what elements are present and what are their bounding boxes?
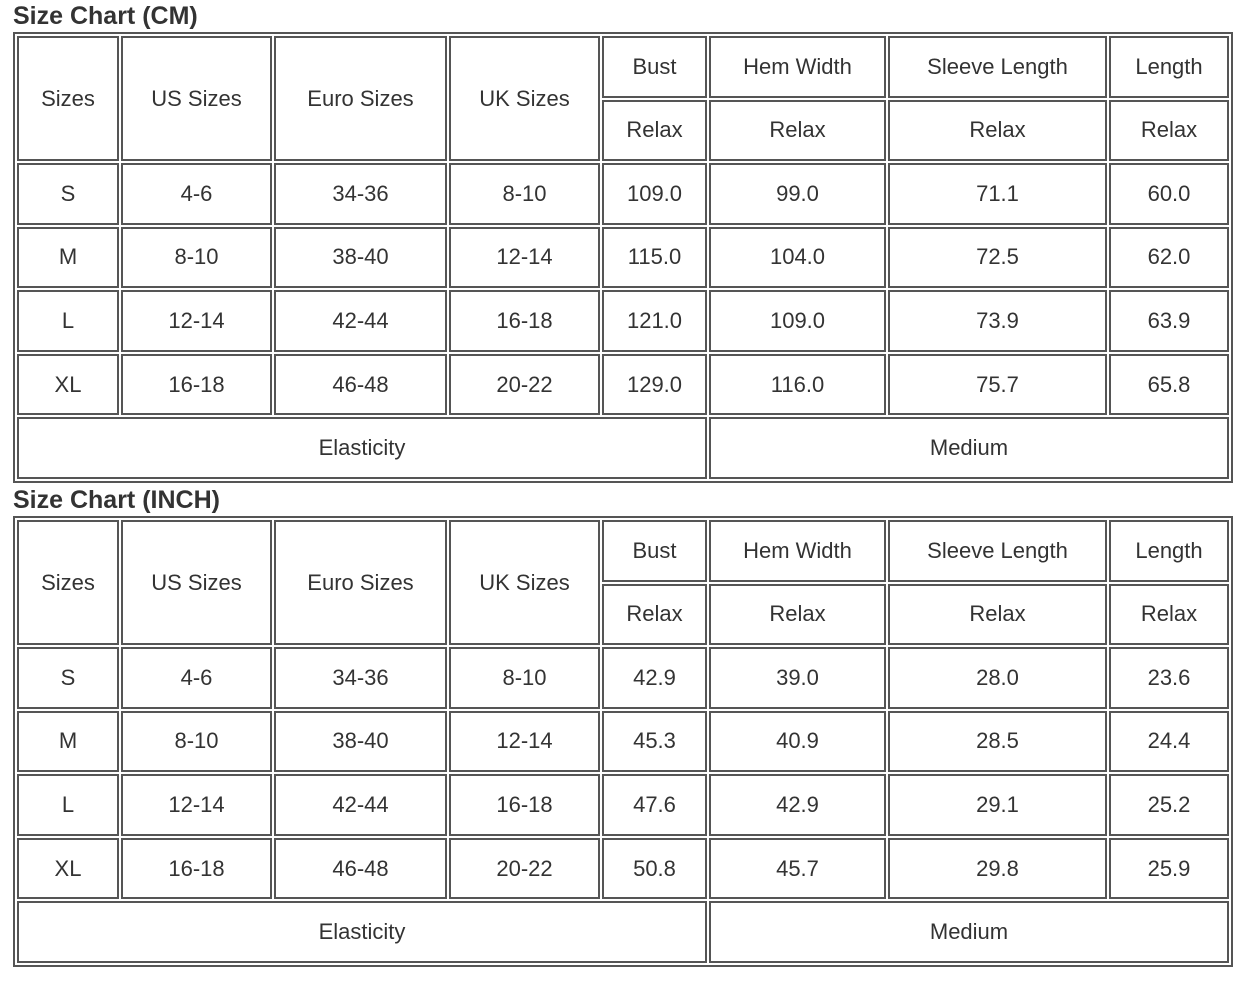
header-us-sizes: US Sizes — [121, 520, 272, 645]
cell-size: L — [17, 290, 119, 352]
cell-euro-size: 34-36 — [274, 647, 447, 709]
elasticity-value: Medium — [709, 417, 1229, 479]
table-row — [17, 227, 1229, 289]
cell-hem-width: 109.0 — [709, 290, 886, 352]
cell-size: XL — [17, 838, 119, 900]
cell-sleeve-length: 73.9 — [888, 290, 1107, 352]
elasticity-value: Medium — [709, 901, 1229, 963]
cell-euro-size: 46-48 — [274, 354, 447, 416]
cell-length: 60.0 — [1109, 163, 1229, 225]
table-row — [17, 838, 1229, 900]
table-row — [17, 647, 1229, 709]
elasticity-label: Elasticity — [17, 901, 707, 963]
cell-bust: 47.6 — [602, 774, 707, 836]
cell-size: S — [17, 647, 119, 709]
header-bust: Bust — [602, 36, 707, 98]
cell-length: 62.0 — [1109, 227, 1229, 289]
cell-us-size: 12-14 — [121, 774, 272, 836]
cell-hem-width: 39.0 — [709, 647, 886, 709]
cell-bust: 121.0 — [602, 290, 707, 352]
cell-euro-size: 38-40 — [274, 711, 447, 773]
cell-hem-width: 116.0 — [709, 354, 886, 416]
header-hem-width: Hem Width — [709, 36, 886, 98]
cell-uk-size: 8-10 — [449, 647, 600, 709]
header-bust: Bust — [602, 520, 707, 582]
header-sleeve-length: Sleeve Length — [888, 520, 1107, 582]
cell-length: 25.2 — [1109, 774, 1229, 836]
size-chart-inch-title: Size Chart (INCH) — [13, 486, 220, 514]
subheader-length-relax: Relax — [1109, 100, 1229, 162]
header-length: Length — [1109, 520, 1229, 582]
cell-euro-size: 42-44 — [274, 774, 447, 836]
cell-hem-width: 104.0 — [709, 227, 886, 289]
header-euro-sizes: Euro Sizes — [274, 36, 447, 161]
cell-uk-size: 8-10 — [449, 163, 600, 225]
cell-sleeve-length: 28.0 — [888, 647, 1107, 709]
size-chart-cm-table — [13, 32, 1233, 483]
header-row — [17, 36, 1229, 98]
header-sizes: Sizes — [17, 36, 119, 161]
footer-row — [17, 901, 1229, 963]
cell-uk-size: 16-18 — [449, 774, 600, 836]
cell-uk-size: 16-18 — [449, 290, 600, 352]
cell-uk-size: 12-14 — [449, 227, 600, 289]
cell-length: 24.4 — [1109, 711, 1229, 773]
cell-size: L — [17, 774, 119, 836]
cell-size: M — [17, 711, 119, 773]
cell-us-size: 8-10 — [121, 227, 272, 289]
cell-bust: 109.0 — [602, 163, 707, 225]
cell-sleeve-length: 71.1 — [888, 163, 1107, 225]
cell-sleeve-length: 72.5 — [888, 227, 1107, 289]
cell-length: 23.6 — [1109, 647, 1229, 709]
cell-uk-size: 20-22 — [449, 354, 600, 416]
header-euro-sizes: Euro Sizes — [274, 520, 447, 645]
table-row — [17, 711, 1229, 773]
subheader-bust-relax: Relax — [602, 100, 707, 162]
cell-us-size: 16-18 — [121, 354, 272, 416]
cell-euro-size: 34-36 — [274, 163, 447, 225]
header-row — [17, 520, 1229, 582]
cell-us-size: 4-6 — [121, 647, 272, 709]
cell-size: XL — [17, 354, 119, 416]
cell-euro-size: 38-40 — [274, 227, 447, 289]
cell-length: 63.9 — [1109, 290, 1229, 352]
cell-euro-size: 46-48 — [274, 838, 447, 900]
cell-sleeve-length: 29.8 — [888, 838, 1107, 900]
header-sizes: Sizes — [17, 520, 119, 645]
subheader-bust-relax: Relax — [602, 584, 707, 646]
cell-us-size: 16-18 — [121, 838, 272, 900]
cell-uk-size: 20-22 — [449, 838, 600, 900]
table-row — [17, 774, 1229, 836]
cell-size: S — [17, 163, 119, 225]
cell-us-size: 8-10 — [121, 711, 272, 773]
cell-uk-size: 12-14 — [449, 711, 600, 773]
cell-length: 25.9 — [1109, 838, 1229, 900]
table-row — [17, 290, 1229, 352]
cell-hem-width: 40.9 — [709, 711, 886, 773]
header-uk-sizes: UK Sizes — [449, 36, 600, 161]
cell-us-size: 4-6 — [121, 163, 272, 225]
subheader-hem-width-relax: Relax — [709, 100, 886, 162]
cell-hem-width: 45.7 — [709, 838, 886, 900]
cell-bust: 45.3 — [602, 711, 707, 773]
cell-size: M — [17, 227, 119, 289]
footer-row — [17, 417, 1229, 479]
subheader-length-relax: Relax — [1109, 584, 1229, 646]
header-uk-sizes: UK Sizes — [449, 520, 600, 645]
size-chart-cm-title: Size Chart (CM) — [13, 2, 198, 30]
cell-hem-width: 99.0 — [709, 163, 886, 225]
elasticity-label: Elasticity — [17, 417, 707, 479]
cell-hem-width: 42.9 — [709, 774, 886, 836]
table-row — [17, 354, 1229, 416]
subheader-sleeve-length-relax: Relax — [888, 584, 1107, 646]
cell-sleeve-length: 28.5 — [888, 711, 1107, 773]
cell-bust: 115.0 — [602, 227, 707, 289]
cell-length: 65.8 — [1109, 354, 1229, 416]
table-row — [17, 163, 1229, 225]
subheader-hem-width-relax: Relax — [709, 584, 886, 646]
cell-us-size: 12-14 — [121, 290, 272, 352]
subheader-sleeve-length-relax: Relax — [888, 100, 1107, 162]
header-length: Length — [1109, 36, 1229, 98]
cell-sleeve-length: 29.1 — [888, 774, 1107, 836]
cell-bust: 129.0 — [602, 354, 707, 416]
header-us-sizes: US Sizes — [121, 36, 272, 161]
cell-euro-size: 42-44 — [274, 290, 447, 352]
header-sleeve-length: Sleeve Length — [888, 36, 1107, 98]
cell-sleeve-length: 75.7 — [888, 354, 1107, 416]
cell-bust: 50.8 — [602, 838, 707, 900]
header-hem-width: Hem Width — [709, 520, 886, 582]
cell-bust: 42.9 — [602, 647, 707, 709]
size-chart-inch-table — [13, 516, 1233, 967]
